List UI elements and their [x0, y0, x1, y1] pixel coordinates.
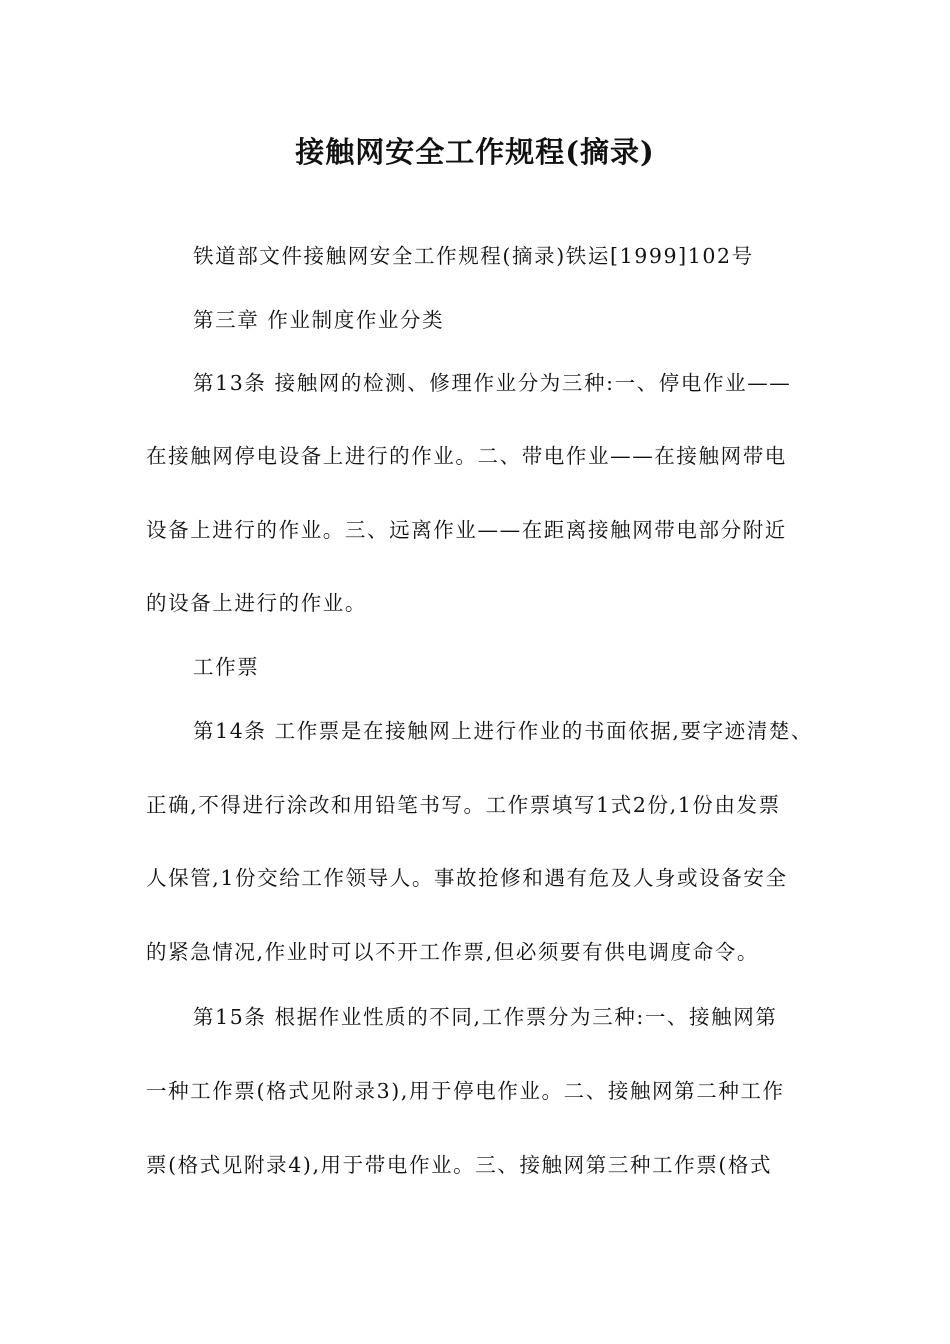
paragraph-line: 铁道部文件接触网安全工作规程(摘录)铁运[1999]102号 [193, 244, 754, 268]
paragraph-line: 票(格式见附录4),用于带电作业。三、接触网第三种工作票(格式 [146, 1153, 773, 1177]
paragraph-line: 第13条 接触网的检测、修理作业分为三种:一、停电作业—— [193, 371, 792, 395]
paragraph-line: 工作票 [193, 655, 260, 679]
paragraph-line: 在接触网停电设备上进行的作业。二、带电作业——在接触网带电 [146, 444, 787, 468]
paragraph-line: 人保管,1份交给工作领导人。事故抢修和遇有危及人身或设备安全 [146, 866, 788, 890]
paragraph-line: 第三章 作业制度作业分类 [193, 308, 445, 332]
paragraph-line: 第14条 工作票是在接触网上进行作业的书面依据,要字迹清楚、 [193, 719, 814, 743]
paragraph-line: 设备上进行的作业。三、远离作业——在距离接触网带电部分附近 [146, 518, 787, 542]
paragraph-line: 第15条 根据作业性质的不同,工作票分为三种:一、接触网第 [193, 1005, 778, 1029]
paragraph-line: 的设备上进行的作业。 [146, 591, 367, 615]
paragraph-line: 一种工作票(格式见附录3),用于停电作业。二、接触网第二种工作 [146, 1079, 785, 1103]
paragraph-line: 正确,不得进行涂改和用铅笔书写。工作票填写1式2份,1份由发票 [146, 793, 781, 817]
document-title: 接触网安全工作规程(摘录) [295, 135, 655, 169]
paragraph-line: 的紧急情况,作业时可以不开工作票,但必须要有供电调度命令。 [146, 940, 759, 964]
